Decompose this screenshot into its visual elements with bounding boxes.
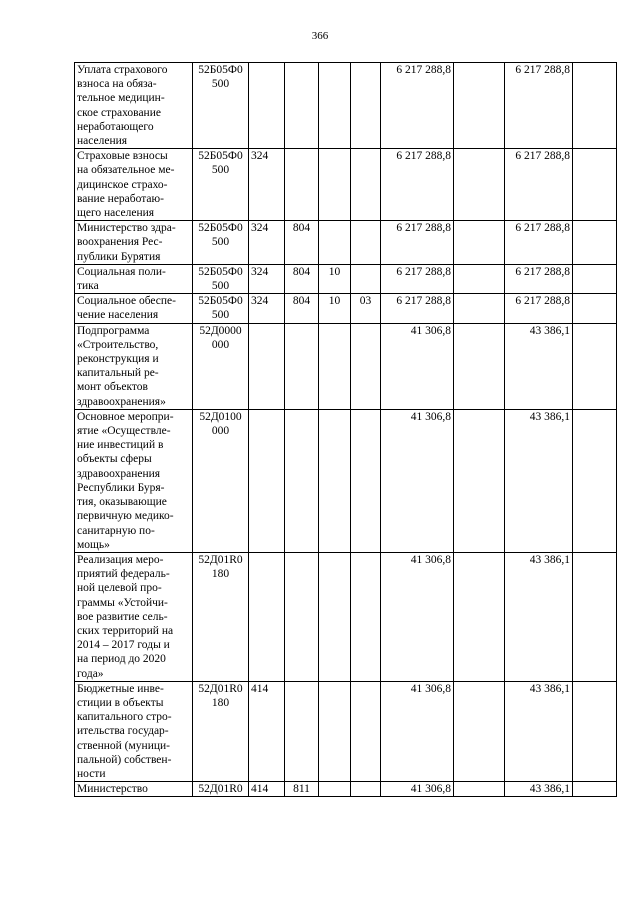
subsection-cell (351, 323, 381, 409)
target-code-line: 500 (211, 164, 230, 177)
budget-table-body (75, 63, 617, 797)
empty-cell (454, 264, 505, 293)
amount-year1-cell: 6 217 288,8 (381, 149, 454, 221)
target-code-cell (193, 63, 249, 149)
amount-year1-cell: 6 217 288,8 (381, 294, 454, 323)
table-row (75, 782, 617, 797)
subsection-cell (351, 552, 381, 681)
empty-cell (454, 681, 505, 781)
item-name-line: стиции в объекты (77, 696, 164, 709)
item-name-cell (75, 294, 193, 323)
target-code-line: 500 (211, 78, 230, 91)
item-name-line: публики Бурятия (77, 250, 161, 263)
section-cell (319, 149, 351, 221)
item-name-line: чение населения (77, 309, 159, 322)
item-name-line: Республики Буря- (77, 481, 165, 494)
grbs-cell: 804 (285, 221, 319, 265)
item-name-cell (75, 323, 193, 409)
item-name-line: неработающего (77, 120, 154, 133)
item-name-line: объекты сферы (77, 453, 152, 466)
item-name-line: приятий федераль- (77, 568, 170, 581)
subsection-cell (351, 409, 381, 552)
item-name-line: тельное медицин- (77, 92, 165, 105)
item-name-cell (75, 782, 193, 797)
empty-cell (573, 552, 617, 681)
item-name-line: взноса на обяза- (77, 78, 157, 91)
item-name-cell (75, 149, 193, 221)
expense-type-cell: 324 (249, 221, 285, 265)
target-code-cell (193, 409, 249, 552)
expense-type-cell: 324 (249, 264, 285, 293)
target-code-line: 180 (211, 568, 230, 581)
target-code-line: 500 (211, 280, 230, 293)
amount-year2-cell: 43 386,1 (505, 323, 573, 409)
amount-year2-cell: 43 386,1 (505, 552, 573, 681)
empty-cell (454, 149, 505, 221)
item-name-line: здравоохранения» (77, 395, 166, 408)
item-name-line: ительства государ- (77, 725, 169, 738)
amount-year1-cell: 6 217 288,8 (381, 264, 454, 293)
empty-cell (454, 221, 505, 265)
item-name-line: ятие «Осуществле- (77, 425, 171, 438)
amount-year2-cell: 43 386,1 (505, 409, 573, 552)
empty-cell (573, 782, 617, 797)
empty-cell (573, 323, 617, 409)
table-row (75, 63, 617, 149)
empty-cell (454, 782, 505, 797)
table-row (75, 409, 617, 552)
target-code-line: 52Д01R0 (198, 682, 243, 695)
target-code-line: 52Б05Ф0 (198, 295, 243, 308)
item-name-line: первичную медико- (77, 510, 174, 523)
expense-type-cell (249, 552, 285, 681)
target-code-line: 000 (211, 425, 230, 438)
empty-cell (454, 63, 505, 149)
item-name-line: реконструкция и (77, 353, 159, 366)
expense-type-cell: 324 (249, 149, 285, 221)
amount-year1-cell: 6 217 288,8 (381, 221, 454, 265)
section-cell (319, 221, 351, 265)
item-name-line: капитального стро- (77, 711, 172, 724)
item-name-line: Уплата страхового (77, 64, 168, 76)
item-name-line: ной целевой про- (77, 582, 162, 595)
table-row (75, 552, 617, 681)
table-row (75, 681, 617, 781)
item-name-line: года» (77, 667, 104, 680)
item-name-line: Бюджетные инве- (77, 682, 164, 695)
empty-cell (573, 264, 617, 293)
subsection-cell (351, 782, 381, 797)
amount-year1-cell: 41 306,8 (381, 681, 454, 781)
amount-year2-cell: 43 386,1 (505, 681, 573, 781)
item-name-line: «Строительство, (77, 338, 159, 351)
grbs-cell: 804 (285, 264, 319, 293)
empty-cell (573, 149, 617, 221)
section-cell (319, 323, 351, 409)
item-name-line: ских территорий на (77, 624, 174, 637)
amount-year2-cell: 6 217 288,8 (505, 221, 573, 265)
target-code-line: 500 (211, 309, 230, 322)
grbs-cell (285, 149, 319, 221)
amount-year2-cell: 6 217 288,8 (505, 264, 573, 293)
empty-cell (573, 294, 617, 323)
target-code-line: 180 (211, 696, 230, 709)
target-code-line: 52Б05Ф0 (198, 64, 243, 76)
amount-year1-cell: 6 217 288,8 (381, 63, 454, 149)
empty-cell (454, 409, 505, 552)
grbs-cell (285, 409, 319, 552)
target-code-line: 52Д01R0 (198, 553, 243, 566)
target-code-cell (193, 264, 249, 293)
item-name-line: пальной) собствен- (77, 753, 172, 766)
expense-type-cell: 414 (249, 681, 285, 781)
item-name-line: Основное меропри- (77, 410, 174, 423)
item-name-line: Социальное обеспе- (77, 295, 176, 308)
subsection-cell (351, 264, 381, 293)
item-name-line: мощь» (77, 538, 110, 551)
item-name-line: тика (77, 280, 99, 293)
amount-year1-cell: 41 306,8 (381, 552, 454, 681)
empty-cell (573, 63, 617, 149)
item-name-line: на период до 2020 (77, 653, 166, 666)
target-code-cell (193, 149, 249, 221)
section-cell (319, 552, 351, 681)
amount-year2-cell: 6 217 288,8 (505, 149, 573, 221)
subsection-cell (351, 149, 381, 221)
item-name-cell (75, 221, 193, 265)
amount-year2-cell: 6 217 288,8 (505, 294, 573, 323)
subsection-cell: 03 (351, 294, 381, 323)
item-name-line: граммы «Устойчи- (77, 596, 168, 609)
table-row (75, 323, 617, 409)
empty-cell (573, 681, 617, 781)
page-number: 366 (311, 30, 329, 42)
item-name-line: Реализация меро- (77, 553, 164, 566)
item-name-cell (75, 552, 193, 681)
amount-year1-cell: 41 306,8 (381, 323, 454, 409)
grbs-cell (285, 63, 319, 149)
expense-type-cell (249, 63, 285, 149)
item-name-line: Министерство (77, 783, 148, 796)
item-name-line: ственной (муници- (77, 739, 170, 752)
section-cell (319, 681, 351, 781)
item-name-cell (75, 681, 193, 781)
target-code-line: 500 (211, 236, 230, 249)
grbs-cell (285, 681, 319, 781)
item-name-cell (75, 264, 193, 293)
item-name-line: ское страхование (77, 106, 161, 119)
target-code-cell (193, 294, 249, 323)
section-cell (319, 409, 351, 552)
item-name-line: санитарную по- (77, 524, 155, 537)
table-row (75, 264, 617, 293)
item-name-line: Страховые взносы (77, 150, 168, 163)
subsection-cell (351, 63, 381, 149)
target-code-cell (193, 782, 249, 797)
item-name-line: тия, оказывающие (77, 496, 167, 509)
target-code-cell (193, 681, 249, 781)
target-code-line: 52Д0100 (199, 410, 242, 423)
section-cell: 10 (319, 264, 351, 293)
target-code-line: 52Д01R0 (198, 783, 243, 796)
target-code-line: 52Б05Ф0 (198, 222, 243, 235)
item-name-line: капитальный ре- (77, 367, 159, 380)
item-name-cell (75, 63, 193, 149)
item-name-line: Министерство здра- (77, 222, 176, 235)
item-name-line: Подпрограмма (77, 324, 150, 337)
table-row (75, 294, 617, 323)
expense-type-cell: 414 (249, 782, 285, 797)
target-code-line: 52Б05Ф0 (198, 150, 243, 163)
item-name-line: воохранения Рес- (77, 236, 163, 249)
item-name-line: Социальная поли- (77, 265, 166, 278)
empty-cell (454, 294, 505, 323)
item-name-line: на обязательное ме- (77, 164, 175, 177)
empty-cell (454, 552, 505, 681)
item-name-line: дицинское страхо- (77, 178, 168, 191)
amount-year1-cell: 41 306,8 (381, 409, 454, 552)
item-name-cell (75, 409, 193, 552)
empty-cell (573, 409, 617, 552)
subsection-cell (351, 681, 381, 781)
amount-year2-cell: 6 217 288,8 (505, 63, 573, 149)
section-cell: 10 (319, 294, 351, 323)
table-row (75, 221, 617, 265)
section-cell (319, 63, 351, 149)
item-name-line: ние инвестиций в (77, 439, 164, 452)
item-name-line: монт объектов (77, 381, 148, 394)
item-name-line: здравоохранения (77, 467, 161, 480)
item-name-line: вое развитие сель- (77, 610, 168, 623)
expense-type-cell: 324 (249, 294, 285, 323)
target-code-line: 52Б05Ф0 (198, 265, 243, 278)
grbs-cell (285, 552, 319, 681)
target-code-line: 000 (211, 338, 230, 351)
target-code-cell (193, 221, 249, 265)
grbs-cell (285, 323, 319, 409)
subsection-cell (351, 221, 381, 265)
grbs-cell: 811 (285, 782, 319, 797)
expense-type-cell (249, 409, 285, 552)
empty-cell (573, 221, 617, 265)
target-code-line: 52Д0000 (199, 324, 242, 337)
item-name-line: населения (77, 135, 128, 148)
target-code-cell (193, 552, 249, 681)
expense-type-cell (249, 323, 285, 409)
target-code-cell (193, 323, 249, 409)
table-row (75, 149, 617, 221)
grbs-cell: 804 (285, 294, 319, 323)
item-name-line: 2014 – 2017 годы и (77, 639, 170, 652)
item-name-line: щего населения (77, 207, 155, 220)
item-name-line: ности (77, 767, 106, 780)
amount-year2-cell: 43 386,1 (505, 782, 573, 797)
amount-year1-cell: 41 306,8 (381, 782, 454, 797)
empty-cell (454, 323, 505, 409)
item-name-line: вание неработаю- (77, 192, 164, 205)
section-cell (319, 782, 351, 797)
budget-table (74, 62, 617, 797)
